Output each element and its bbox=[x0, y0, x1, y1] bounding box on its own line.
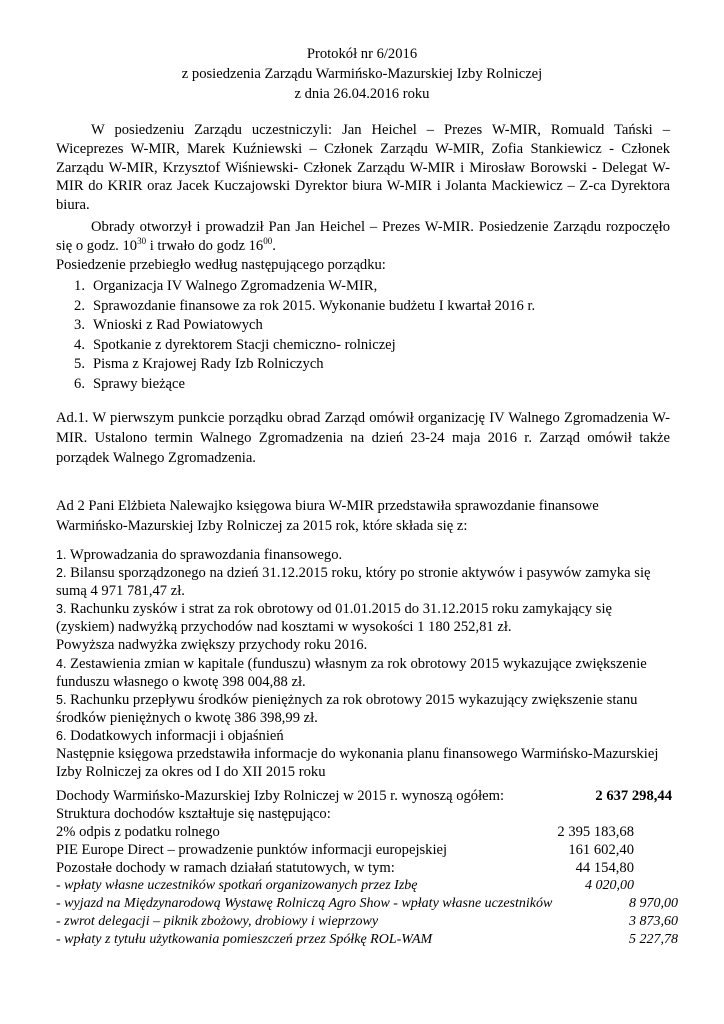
list-item: funduszu własnego o kwotę 398 004,88 zł. bbox=[56, 673, 306, 690]
attendance-line: biura. bbox=[56, 197, 90, 214]
income-item-label: - wpłaty z tytułu użytkowania pomieszczeń przez Spółkę ROL-WAM bbox=[56, 932, 433, 947]
income-item-value: 8 970,00 bbox=[629, 896, 678, 911]
opening-time-start: się o godz. 10 bbox=[56, 237, 138, 254]
attendance-paragraph bbox=[56, 121, 670, 215]
income-item-value: 2 395 183,68 bbox=[557, 824, 634, 840]
financial-statement-list bbox=[56, 546, 696, 781]
list-item: 3. Rachunku zysków i strat za rok obrotowy od 01.01.2015 do 31.12.2015 roku zamykający się bbox=[56, 601, 612, 618]
list-item: środków pieniężnych o kwotę 386 398,99 zł. bbox=[56, 709, 318, 726]
protocol-date: z dnia 26.04.2016 roku bbox=[294, 86, 430, 102]
income-item-label: Pozostałe dochody w ramach działań statutowych, w tym: bbox=[56, 860, 395, 876]
income-item-value: 5 227,78 bbox=[629, 932, 678, 947]
ad1-paragraph bbox=[56, 408, 670, 468]
income-total-value: 2 637 298,44 bbox=[595, 788, 672, 804]
income-item-label: - wpłaty własne uczestników spotkań organizowanych przez Izbę bbox=[56, 878, 418, 893]
opening-paragraph bbox=[56, 218, 670, 274]
income-item-row bbox=[56, 895, 676, 914]
list-item: (zyskiem) nadwyżką przychodów nad kosztami w wysokości 1 180 252,81 zł. bbox=[56, 619, 512, 636]
income-item-label: - wyjazd na Międzynarodową Wystawę Rolniczą Agro Show - wpłaty własne uczestników bbox=[56, 896, 553, 911]
income-structure-row bbox=[56, 805, 676, 824]
agenda-item: 5. Pisma z Krajowej Rady Izb Rolniczych bbox=[74, 356, 324, 373]
ad1-line: MIR. Ustalono termin Walnego Zgromadzenia na dzień 23-24 maja 2016 r. Zarząd omówił także bbox=[56, 430, 670, 446]
attendance-line: Zarządu W-MIR, Krzysztof Wiśniewski- Członek Zarządu W-MIR i Mirosław Borowski - Delegat W- bbox=[56, 159, 670, 176]
list-item: 5. Rachunku przepływu środków pieniężnych za rok obrotowy 2015 wykazujący zwiększenie stanu bbox=[56, 691, 638, 708]
attendance-line: Wiceprezes W-MIR, Marek Kuźniewski – Członek Zarządu W-MIR, Zofia Stankiewicz - Członek bbox=[56, 140, 670, 157]
list-item: Następnie księgowa przedstawiła informacje do wykonania planu finansowego Warmińsko-Mazurskiej bbox=[56, 746, 659, 763]
ad1-line: Ad.1. W pierwszym punkcie porządku obrad Zarząd omówił organizację IV Walnego Zgromadzenia W- bbox=[56, 410, 670, 426]
protocol-header bbox=[0, 44, 724, 104]
income-item-value: 161 602,40 bbox=[568, 842, 634, 858]
income-item-row bbox=[56, 859, 676, 878]
attendance-line: MIR do KRIR oraz Jacek Kuczajowski Dyrektor biura W-MIR i Jolanta Mackiewicz – Z-ca Dyrektora bbox=[56, 178, 670, 195]
list-item: Powyższa nadwyżka zwiększy przychody roku 2016. bbox=[56, 637, 368, 654]
income-total-row bbox=[56, 787, 676, 806]
list-item: 6. Dodatkowych informacji i objaśnień bbox=[56, 727, 284, 744]
agenda-item: 1. Organizacja IV Walnego Zgromadzenia W-MIR, bbox=[74, 278, 378, 294]
income-structure-label: Struktura dochodów kształtuje się następująco: bbox=[56, 806, 331, 822]
agenda-list bbox=[56, 277, 656, 395]
income-item-value: 4 020,00 bbox=[585, 878, 634, 893]
opening-line: Obrady otworzył i prowadził Pan Jan Heichel – Prezes W-MIR. Posiedzenie Zarządu rozpoczęło bbox=[91, 219, 670, 235]
ad2-intro bbox=[56, 496, 670, 536]
list-item: Izby Rolniczej za okres od I do XII 2015 roku bbox=[56, 764, 326, 781]
income-item-row bbox=[56, 877, 676, 896]
protocol-subtitle: z posiedzenia Zarządu Warmińsko-Mazurskiej Izby Rolniczej bbox=[181, 66, 543, 82]
agenda-item: 4. Spotkanie z dyrektorem Stacji chemiczno- rolniczej bbox=[74, 336, 396, 353]
agenda-intro: Posiedzenie przebiegło według następującego porządku: bbox=[56, 256, 386, 273]
income-item-row bbox=[56, 931, 676, 950]
income-item-value: 44 154,80 bbox=[575, 860, 634, 876]
income-item-row bbox=[56, 841, 676, 860]
agenda-item: 2. Sprawozdanie finansowe za rok 2015. Wykonanie budżetu I kwartał 2016 r. bbox=[74, 297, 536, 314]
list-item: 2. Bilansu sporządzonego na dzień 31.12.2015 roku, który po stronie aktywów i pasywów zamyka się bbox=[56, 565, 651, 582]
list-item: 4. Zestawienia zmian w kapitale (funduszu) własnym za rok obrotowy 2015 wykazujące zwiększenie bbox=[56, 655, 647, 672]
income-item-row bbox=[56, 913, 676, 932]
attendance-line: W posiedzeniu Zarządu uczestniczyli: Jan Heichel – Prezes W-MIR, Romuald Tański – bbox=[91, 122, 670, 138]
start-minutes: 30 bbox=[137, 235, 147, 246]
income-item-row bbox=[56, 823, 676, 842]
agenda-item: 6. Sprawy bieżące bbox=[74, 375, 185, 392]
income-item-label: 2% odpis z podatku rolnego bbox=[56, 824, 220, 840]
ad1-line: porządek Walnego Zgromadzenia. bbox=[56, 450, 256, 466]
list-item: sumą 4 971 781,47 zł. bbox=[56, 583, 185, 600]
income-item-value: 3 873,60 bbox=[629, 914, 678, 929]
income-total-label: Dochody Warmińsko-Mazurskiej Izby Rolniczej w 2015 r. wynoszą ogółem: bbox=[56, 788, 505, 804]
income-item-label: - zwrot delegacji – piknik zbożowy, drobiowy i wieprzowy bbox=[56, 914, 379, 929]
ad2-intro-line: Ad 2 Pani Elżbieta Nalewajko księgowa biura W-MIR przedstawiła sprawozdanie finansowe bbox=[56, 498, 599, 514]
end-minutes: 00 bbox=[263, 235, 273, 246]
agenda-item: 3. Wnioski z Rad Powiatowych bbox=[74, 317, 263, 334]
list-item: 1. Wprowadzania do sprawozdania finansowego. bbox=[56, 547, 343, 563]
opening-suffix: . bbox=[272, 237, 276, 254]
opening-time-end: i trwało do godz 16 bbox=[146, 237, 264, 254]
protocol-title: Protokół nr 6/2016 bbox=[306, 46, 418, 62]
income-item-label: PIE Europe Direct – prowadzenie punktów informacji europejskiej bbox=[56, 842, 448, 858]
ad2-intro-line: Warmińsko-Mazurskiej Izby Rolniczej za 2015 rok, które składa się z: bbox=[56, 518, 468, 534]
